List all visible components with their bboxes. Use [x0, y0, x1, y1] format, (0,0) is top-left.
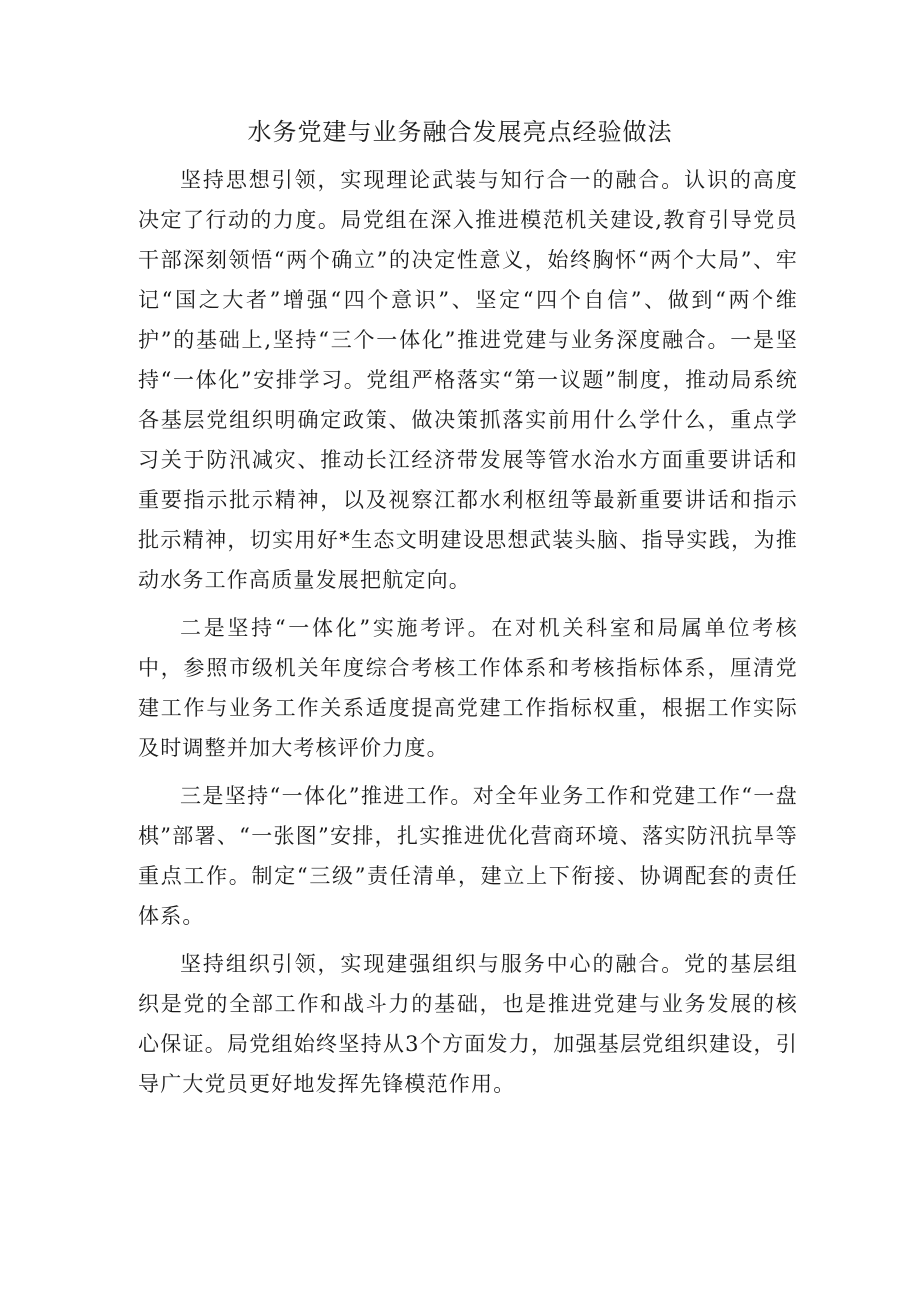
paragraph-1: 坚持思想引领，实现理论武装与知行合一的融合。认识的高度决定了行动的力度。局党组在深入推进模范机关建设,教育引导党员干部深刻领悟“两个确立”的决定性意义，始终胸怀“两个大局”、牢记“国之大者”增强“四个意识”、坚定“四个自信”、做到“两个维护”的基础上,坚持“三个一体化”推进党建与业务深度融合。一是坚持“一体化”安排学习。党组严格落实“第一议题”制度，推动局系统各基层党组织明确定政策、做决策抓落实前用什么学什么，重点学习关于防汛减灾、推动长江经济带发展等管水治水方面重要讲话和重要指示批示精神，以及视察江都水利枢纽等最新重要讲话和指示批示精神，切实用好*生态文明建设思想武装头脑、指导实践，为推动水务工作高质量发展把航定向。: [138, 168, 798, 592]
paragraph-2: 二是坚持“一体化”实施考评。在对机关科室和局属单位考核中，参照市级机关年度综合考核工作体系和考核指标体系，厘清党建工作与业务工作关系适度提高党建工作指标权重，根据工作实际及时调整并加大考核评价力度。: [138, 616, 798, 760]
document-body: [138, 160, 798, 1104]
paragraph-3: 三是坚持“一体化”推进工作。对全年业务工作和党建工作“一盘棋”部署、“一张图”安排，扎实推进优化营商环境、落实防汛抗旱等重点工作。制定“三级”责任清单，建立上下衔接、协调配套的责任体系。: [138, 784, 798, 928]
paragraph-4: 坚持组织引领，实现建强组织与服务中心的融合。党的基层组织是党的全部工作和战斗力的基础，也是推进党建与业务发展的核心保证。局党组始终坚持从3个方面发力，加强基层党组织建设，引导广大党员更好地发挥先锋模范作用。: [138, 952, 798, 1096]
document-title: 水务党建与业务融合发展亮点经验做法: [247, 118, 673, 146]
